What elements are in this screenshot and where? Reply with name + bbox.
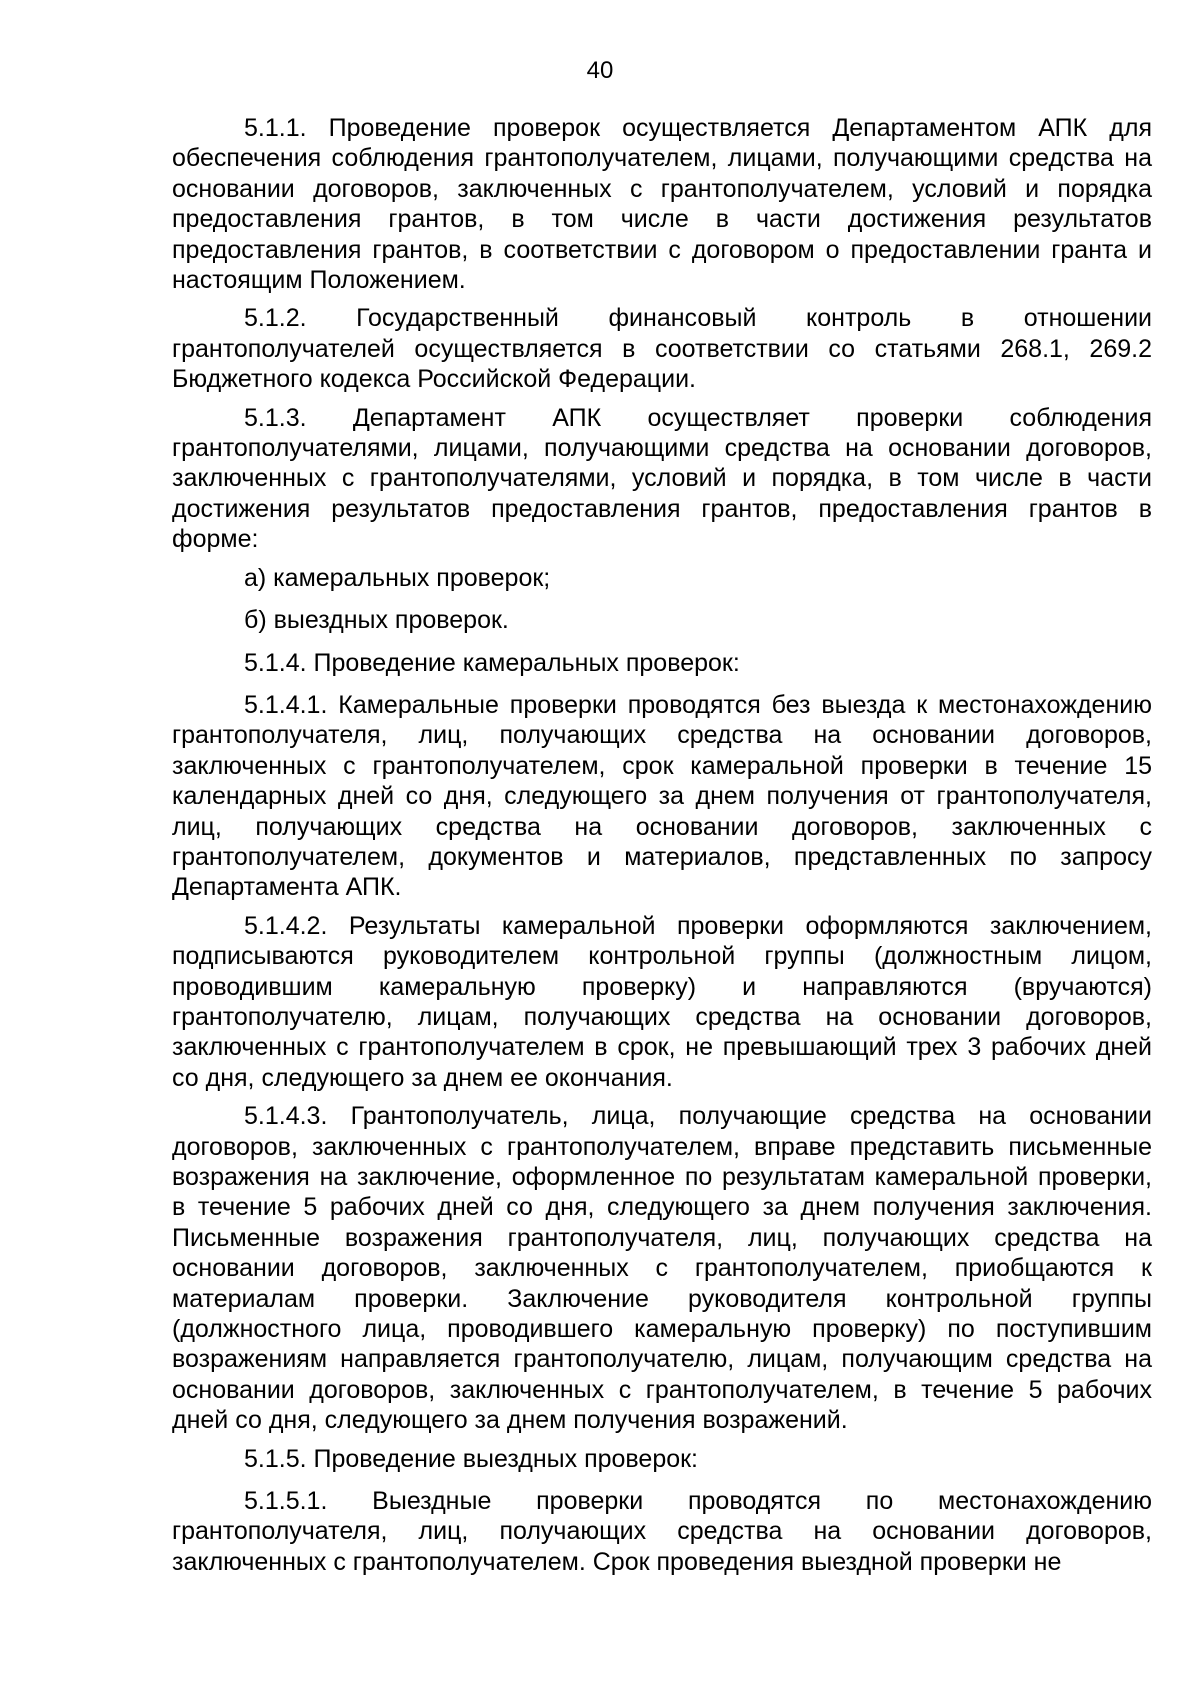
paragraph-5-1-4-1: 5.1.4.1. Камеральные проверки проводятся без выезда к местонахождению грантополучателя, лиц, получающих средства на основании договоров, заключенных с грантополучателем, срок камеральной проверки в течение 15 календарных дней со дня, следующего за днем получения от грантополучателя, лиц, получающих средства на основании договоров, заключенных с грантополучателем, документов и материалов, представленных по запросу Департамента АПК.	[172, 690, 1152, 902]
paragraph-5-1-2: 5.1.2. Государственный финансовый контроль в отношении грантополучателей осуществляется в соответствии со статьями 268.1, 269.2 Бюджетного кодекса Российской Федерации.	[172, 304, 1152, 394]
paragraph-5-1-3: 5.1.3. Департамент АПК осуществляет проверки соблюдения грантополучателями, лицами, получающими средства на основании договоров, заключенных с грантополучателями, условий и порядка, в том числе в части достижения результатов предоставления грантов, предоставления грантов в форме:	[172, 403, 1152, 554]
paragraph-5-1-4-2: 5.1.4.2. Результаты камеральной проверки оформляются заключением, подписываются руководителем контрольной группы (должностным лицом, проводившим камеральную проверку) и направляются (вручаются) грантополучателю, лицам, получающих средства на основании договоров, заключенных с грантополучателем в срок, не превышающий трех 3 рабочих дней со дня, следующего за днем ее окончания.	[172, 911, 1152, 1092]
paragraph-5-1-1: 5.1.1. Проведение проверок осуществляется Департаментом АПК для обеспечения соблюдения грантополучателем, лицами, получающими средства на основании договоров, заключенных с грантополучателем, условий и порядка предоставления грантов, в том числе в части достижения результатов предоставления грантов, в соответствии с договором о предоставлении гранта и настоящим Положением.	[172, 114, 1152, 295]
page-number: 40	[586, 57, 614, 84]
paragraph-5-1-5-1: 5.1.5.1. Выездные проверки проводятся по местонахождению грантополучателя, лиц, получающих средства на основании договоров, заключенных с грантополучателем. Срок проведения выездной проверки не	[172, 1487, 1152, 1576]
list-item-b: б) выездных проверок.	[244, 606, 509, 635]
document-body	[172, 113, 1152, 1577]
paragraph-5-1-5: 5.1.5. Проведение выездных проверок:	[244, 1444, 699, 1473]
paragraph-5-1-4: 5.1.4. Проведение камеральных проверок:	[244, 648, 740, 677]
list-item-a: а) камеральных проверок;	[244, 563, 551, 592]
paragraph-5-1-4-3: 5.1.4.3. Грантополучатель, лица, получающие средства на основании договоров, заключенных с грантополучателем, вправе представить письменные возражения на заключение, оформленное по результатам камеральной проверки, в течение 5 рабочих дней со дня, следующего за днем получения заключения. Письменные возражения грантополучателя, лиц, получающих средства на основании договоров, заключенных с грантополучателем, приобщаются к материалам проверки. Заключение руководителя контрольной группы (должностного лица, проводившего камеральную проверку) по поступившим возражениям направляется грантополучателю, лицам, получающим средства на основании договоров, заключенных с грантополучателем, в течение 5 рабочих дней со дня, следующего за днем получения возражений.	[172, 1102, 1152, 1435]
